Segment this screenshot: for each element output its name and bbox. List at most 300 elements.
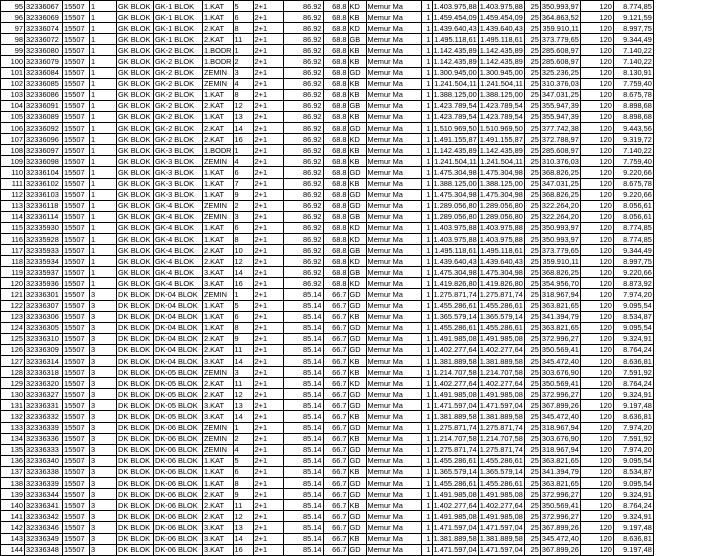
- cell-block: GK BLOK: [117, 12, 154, 23]
- cell-sub-block: DK-05 BLOK: [154, 411, 203, 422]
- cell-record-id: 32336333: [25, 444, 63, 455]
- cell-quantity: 1: [421, 89, 432, 100]
- cell-room-type: 2+1: [253, 311, 283, 322]
- cell-row-number: 130: [1, 389, 25, 400]
- cell-description: Memur Ma: [366, 289, 421, 300]
- cell-price: 1.471.597,04: [433, 400, 477, 410]
- cell-group: 3: [90, 333, 117, 344]
- cell-description: Memur Ma: [366, 89, 421, 100]
- cell-months: 120: [580, 267, 613, 278]
- cell-unit-number: 13: [233, 522, 253, 533]
- cell-group: 1: [90, 267, 117, 278]
- cell-sub-block: GK-2 BLOK: [154, 45, 203, 56]
- cell-gross-area: 85.14: [283, 289, 323, 300]
- cell-group: 3: [90, 322, 117, 333]
- table-row: [1, 344, 654, 355]
- cell-floor: 2.KAT: [203, 344, 234, 355]
- cell-block: GK BLOK: [117, 89, 154, 100]
- cell-code: 15507: [63, 245, 90, 256]
- table-row: [1, 367, 654, 378]
- cell-net-area: 66.7: [323, 466, 348, 477]
- cell-price: 1.423.789,54: [433, 112, 477, 122]
- cell-facade: KB: [348, 533, 366, 544]
- cell-gross-area: 85.14: [283, 533, 323, 544]
- cell-installment: 372.996,27: [541, 389, 579, 399]
- cell-price: 1.142.435,89: [433, 45, 477, 55]
- cell-record-id: 32336306: [25, 311, 63, 322]
- cell-group: 1: [90, 145, 117, 156]
- cell-record-id: 32335937: [25, 267, 63, 278]
- cell-installment: 350.569,41: [541, 345, 579, 355]
- cell-gross-area: 85.14: [283, 455, 323, 466]
- cell-percent: 25: [524, 12, 540, 23]
- cell-gross-area: 86.92: [283, 267, 323, 278]
- cell-total-price: 1.142.435,89: [479, 45, 523, 55]
- cell-percent: 25: [524, 389, 540, 400]
- cell-code: 15507: [63, 23, 90, 34]
- cell-code: 15507: [63, 455, 90, 466]
- cell-monthly-payment: 9.197,48: [613, 400, 653, 411]
- cell-months: 120: [580, 56, 613, 67]
- cell-facade: KB: [348, 178, 366, 189]
- table-row: [1, 522, 654, 533]
- cell-monthly-payment: 9.095,54: [613, 478, 653, 489]
- cell-monthly-payment: 7.591,92: [613, 433, 653, 444]
- cell-facade: GB: [348, 245, 366, 256]
- cell-total-price: 1.381.889,58: [479, 412, 523, 422]
- cell-quantity: 1: [421, 100, 432, 111]
- cell-sub-block: DK-06 BLOK: [154, 500, 203, 511]
- cell-block: DK BLOK: [117, 478, 154, 489]
- cell-description: Memur Ma: [366, 256, 421, 267]
- cell-quantity: 1: [421, 233, 432, 244]
- cell-unit-number: 9: [233, 489, 253, 500]
- cell-sub-block: GK-1 BLOK: [154, 12, 203, 23]
- cell-record-id: 32336309: [25, 344, 63, 355]
- cell-total-price: 1.402.277,64: [479, 345, 523, 355]
- cell-percent: 25: [524, 433, 540, 444]
- cell-description: Memur Ma: [366, 222, 421, 233]
- cell-percent: 25: [524, 123, 540, 134]
- cell-unit-number: 16: [233, 278, 253, 289]
- cell-installment: 359.910,11: [540, 23, 580, 34]
- cell-floor: ZEMIN: [203, 289, 234, 300]
- cell-monthly-payment: 8.636,81: [613, 356, 653, 367]
- table-body: [1, 1, 654, 556]
- cell-quantity: 1: [421, 522, 432, 533]
- cell-percent: 25: [524, 344, 540, 355]
- cell-floor: 2.KAT: [203, 378, 234, 389]
- cell-months: 120: [580, 433, 613, 444]
- cell-monthly-payment: 8.774,85: [613, 233, 653, 244]
- cell-net-area: 66.7: [323, 300, 348, 311]
- cell-net-area: 68.8: [323, 78, 348, 89]
- cell-total-price: 1.388.125,00: [479, 179, 523, 189]
- cell-monthly-payment: 8.898,68: [613, 111, 653, 122]
- cell-group: 1: [90, 56, 117, 67]
- table-row: [1, 322, 654, 333]
- cell-installment: 310.376,03: [541, 156, 579, 166]
- cell-room-type: 2+1: [253, 12, 283, 23]
- cell-installment: 367.899,26: [541, 400, 579, 410]
- cell-floor: 1.KAT: [203, 466, 234, 477]
- cell-record-id: 32336340: [25, 455, 63, 466]
- cell-gross-area: 85.14: [283, 444, 323, 455]
- cell-monthly-payment: 8.056,61: [613, 211, 653, 222]
- cell-installment: 347.031,25: [541, 90, 579, 100]
- cell-sub-block: GK-1 BLOK: [154, 1, 203, 12]
- cell-row-number: 122: [1, 300, 25, 311]
- cell-quantity: 1: [421, 500, 432, 511]
- cell-facade: GD: [348, 422, 366, 433]
- cell-room-type: 2+1: [253, 123, 283, 134]
- cell-price: 1.455.286,61: [433, 456, 477, 466]
- cell-quantity: 1: [421, 189, 432, 200]
- table-row: [1, 134, 654, 145]
- cell-unit-number: 3: [233, 211, 253, 222]
- cell-group: 1: [90, 189, 117, 200]
- cell-sub-block: GK-2 BLOK: [154, 100, 203, 111]
- cell-unit-number: 1: [233, 45, 253, 56]
- cell-group: 3: [90, 466, 117, 477]
- cell-room-type: 2+1: [253, 45, 283, 56]
- cell-months: 120: [580, 78, 613, 89]
- cell-quantity: 1: [421, 422, 432, 433]
- cell-monthly-payment: 9.095,54: [613, 455, 653, 466]
- cell-block: DK BLOK: [117, 367, 154, 378]
- cell-description: Memur Ma: [366, 333, 421, 344]
- cell-sub-block: GK-4 BLOK: [154, 267, 203, 278]
- cell-room-type: 2+1: [253, 455, 283, 466]
- cell-net-area: 68.8: [323, 200, 348, 211]
- cell-gross-area: 86.92: [283, 245, 323, 256]
- cell-description: Memur Ma: [366, 489, 421, 500]
- cell-percent: 25: [524, 533, 540, 544]
- cell-sub-block: GK-2 BLOK: [154, 78, 203, 89]
- cell-room-type: 2+1: [253, 245, 283, 256]
- cell-months: 120: [580, 45, 613, 56]
- cell-percent: 25: [524, 444, 540, 455]
- cell-group: 3: [90, 455, 117, 466]
- cell-installment: 373.779,65: [541, 34, 579, 44]
- cell-monthly-payment: 7.140,22: [613, 45, 653, 56]
- cell-floor: 3.KAT: [203, 267, 234, 278]
- cell-floor: 1.KAT: [203, 12, 234, 23]
- cell-net-area: 66.7: [323, 422, 348, 433]
- cell-floor: 1.KAT: [203, 167, 234, 178]
- cell-description: Memur Ma: [366, 400, 421, 411]
- cell-quantity: 1: [421, 111, 432, 122]
- cell-sub-block: GK-2 BLOK: [154, 89, 203, 100]
- cell-floor: 1.KAT: [203, 311, 234, 322]
- cell-block: GK BLOK: [117, 100, 154, 111]
- cell-block: DK BLOK: [117, 356, 154, 367]
- cell-percent: 25: [524, 56, 540, 67]
- cell-quantity: 1: [421, 1, 432, 12]
- cell-net-area: 68.8: [323, 189, 348, 200]
- cell-sub-block: DK-06 BLOK: [154, 533, 203, 544]
- cell-installment: 350.569,41: [541, 500, 579, 510]
- cell-floor: 3.KAT: [203, 411, 234, 422]
- cell-total-price: 1.455.286,61: [479, 301, 523, 311]
- cell-facade: KB: [348, 411, 366, 422]
- cell-row-number: 99: [1, 45, 25, 56]
- cell-net-area: 68.8: [323, 256, 348, 267]
- cell-price: 1.241.504,11: [432, 78, 478, 89]
- cell-block: DK BLOK: [117, 433, 154, 444]
- cell-net-area: 68.8: [323, 12, 348, 23]
- cell-floor: 2.KAT: [203, 245, 234, 256]
- cell-monthly-payment: 8.898,68: [613, 100, 653, 111]
- cell-net-area: 66.7: [323, 455, 348, 466]
- cell-floor: 3.KAT: [203, 544, 234, 555]
- cell-code: 15507: [63, 278, 90, 289]
- cell-group: 3: [90, 367, 117, 378]
- cell-total-price: 1.275.871,74: [479, 423, 523, 433]
- cell-room-type: 2+1: [253, 1, 283, 12]
- cell-floor: 2.KAT: [203, 123, 234, 134]
- cell-floor: 3.KAT: [203, 356, 234, 367]
- cell-description: Memur Ma: [366, 200, 421, 211]
- cell-months: 120: [580, 89, 613, 100]
- cell-quantity: 1: [421, 56, 432, 67]
- cell-unit-number: 11: [233, 500, 253, 511]
- cell-description: Memur Ma: [366, 455, 421, 466]
- cell-code: 15507: [63, 56, 90, 67]
- cell-group: 1: [90, 156, 117, 167]
- cell-gross-area: 85.14: [283, 500, 323, 511]
- cell-total-price: 1.289.056,80: [479, 201, 523, 211]
- cell-floor: 1.KAT: [203, 89, 234, 100]
- cell-installment: 303.676,90: [541, 434, 579, 444]
- cell-months: 120: [580, 533, 613, 544]
- cell-sub-block: GK-1 BLOK: [154, 34, 203, 45]
- table-row: [1, 378, 654, 389]
- cell-block: GK BLOK: [117, 134, 154, 145]
- cell-percent: 25: [524, 89, 540, 100]
- cell-unit-number: 16: [233, 544, 253, 555]
- cell-months: 120: [580, 378, 613, 389]
- cell-monthly-payment: 8.675,78: [613, 89, 653, 100]
- cell-sub-block: DK-06 BLOK: [154, 466, 203, 477]
- cell-installment: 350.993,97: [541, 1, 579, 11]
- cell-total-price: 1.510.969,50: [479, 123, 523, 133]
- table-row: [1, 123, 654, 134]
- cell-total-price: 1.491.155,87: [479, 134, 523, 144]
- table-row: [1, 478, 654, 489]
- cell-installment: 285.608,97: [541, 57, 579, 67]
- cell-record-id: 32336301: [25, 289, 63, 300]
- cell-room-type: 2+1: [253, 433, 283, 444]
- cell-code: 15507: [63, 433, 90, 444]
- cell-monthly-payment: 8.873,92: [613, 278, 653, 289]
- cell-net-area: 68.8: [323, 111, 348, 122]
- cell-record-id: 32336339: [25, 478, 63, 489]
- cell-group: 3: [90, 378, 117, 389]
- cell-block: GK BLOK: [117, 67, 154, 78]
- cell-percent: 25: [524, 400, 540, 411]
- cell-record-id: 32336069: [25, 12, 63, 23]
- cell-unit-number: 3: [233, 367, 253, 378]
- cell-block: DK BLOK: [117, 466, 154, 477]
- cell-sub-block: DK-06 BLOK: [154, 455, 203, 466]
- cell-quantity: 1: [421, 356, 432, 367]
- cell-unit-number: 5: [233, 455, 253, 466]
- cell-total-price: 1.388.125,00: [479, 90, 523, 100]
- cell-months: 120: [580, 389, 613, 400]
- cell-group: 1: [90, 134, 117, 145]
- cell-months: 120: [580, 466, 613, 477]
- cell-code: 15507: [63, 322, 90, 333]
- cell-description: Memur Ma: [366, 433, 421, 444]
- cell-net-area: 66.7: [323, 389, 348, 400]
- cell-unit-number: 9: [233, 333, 253, 344]
- cell-facade: GD: [348, 289, 366, 300]
- cell-sub-block: GK-2 BLOK: [154, 123, 203, 134]
- cell-facade: GD: [348, 300, 366, 311]
- cell-monthly-payment: 8.130,91: [613, 67, 653, 78]
- cell-quantity: 1: [421, 67, 432, 78]
- cell-floor: 3.KAT: [203, 278, 234, 289]
- cell-unit-number: 6: [233, 222, 253, 233]
- cell-record-id: 32336336: [25, 433, 63, 444]
- cell-code: 15507: [63, 111, 90, 122]
- cell-description: Memur Ma: [366, 45, 421, 56]
- cell-code: 15507: [63, 222, 90, 233]
- cell-row-number: 132: [1, 411, 25, 422]
- cell-row-number: 111: [1, 178, 25, 189]
- cell-room-type: 2+1: [253, 422, 283, 433]
- cell-record-id: 32336086: [25, 89, 63, 100]
- cell-price: 1.403.975,88: [433, 223, 477, 233]
- cell-floor: ZEMIN: [203, 433, 234, 444]
- cell-facade: KB: [348, 45, 366, 56]
- cell-room-type: 2+1: [253, 222, 283, 233]
- cell-room-type: 2+1: [253, 378, 283, 389]
- cell-floor: ZEMIN: [203, 200, 234, 211]
- cell-description: Memur Ma: [366, 344, 421, 355]
- cell-gross-area: 86.92: [283, 1, 323, 12]
- cell-floor: ZEMIN: [203, 367, 234, 378]
- cell-gross-area: 85.14: [283, 466, 323, 477]
- cell-price: 1.455.286,61: [433, 323, 477, 333]
- cell-block: GK BLOK: [117, 156, 154, 167]
- cell-percent: 25: [524, 278, 540, 289]
- cell-total-price: 1.459.454,09: [479, 12, 523, 22]
- table-row: [1, 211, 654, 222]
- cell-installment: 363.821,65: [541, 323, 579, 333]
- cell-row-number: 97: [1, 23, 25, 34]
- cell-net-area: 66.7: [323, 511, 348, 522]
- cell-net-area: 66.7: [323, 544, 348, 555]
- cell-floor: 3.KAT: [203, 533, 234, 544]
- cell-quantity: 1: [421, 156, 432, 167]
- cell-installment: 372.788,97: [541, 134, 579, 144]
- cell-quantity: 1: [421, 411, 432, 422]
- cell-block: DK BLOK: [117, 511, 154, 522]
- cell-row-number: 105: [1, 111, 25, 122]
- cell-price: 1.439.640,43: [433, 23, 477, 33]
- cell-net-area: 68.8: [323, 23, 348, 34]
- cell-room-type: 2+1: [253, 300, 283, 311]
- cell-net-area: 68.8: [323, 267, 348, 278]
- cell-months: 120: [580, 256, 613, 267]
- cell-block: GK BLOK: [117, 245, 154, 256]
- cell-block: GK BLOK: [117, 200, 154, 211]
- cell-total-price: 1.423.789,54: [479, 112, 523, 122]
- cell-record-id: 32336092: [25, 123, 63, 134]
- cell-block: DK BLOK: [117, 533, 154, 544]
- cell-unit-number: 2: [233, 200, 253, 211]
- cell-net-area: 68.8: [323, 156, 348, 167]
- cell-code: 15507: [63, 134, 90, 145]
- table-row: [1, 222, 654, 233]
- cell-block: GK BLOK: [117, 45, 154, 56]
- cell-row-number: 128: [1, 367, 25, 378]
- cell-code: 15507: [63, 378, 90, 389]
- cell-monthly-payment: 8.636,81: [613, 411, 653, 422]
- table-row: [1, 411, 654, 422]
- cell-total-price: 1.365.579,14: [479, 312, 523, 322]
- cell-monthly-payment: 8.534,87: [613, 466, 653, 477]
- cell-gross-area: 86.92: [283, 12, 323, 23]
- cell-facade: GD: [348, 167, 366, 178]
- cell-description: Memur Ma: [366, 134, 421, 145]
- cell-group: 1: [90, 34, 117, 45]
- table-row: [1, 278, 654, 289]
- cell-installment: 285.608,97: [541, 145, 579, 155]
- cell-code: 15507: [63, 489, 90, 500]
- cell-code: 15507: [63, 34, 90, 45]
- cell-unit-number: 11: [233, 344, 253, 355]
- cell-unit-number: 12: [233, 100, 253, 111]
- cell-total-price: 1.475.304,98: [479, 190, 523, 200]
- table-row: [1, 145, 654, 156]
- table-row: [1, 389, 654, 400]
- cell-monthly-payment: 7.591,92: [613, 367, 653, 378]
- cell-sub-block: GK-2 BLOK: [154, 67, 203, 78]
- table-row: [1, 233, 654, 244]
- cell-price: 1.491.985,08: [433, 489, 477, 499]
- cell-installment: 322.264,20: [541, 201, 579, 211]
- cell-row-number: 134: [1, 433, 25, 444]
- cell-facade: GD: [348, 189, 366, 200]
- cell-net-area: 66.7: [323, 444, 348, 455]
- cell-unit-number: 5: [233, 300, 253, 311]
- cell-code: 15507: [63, 544, 90, 555]
- cell-description: Memur Ma: [366, 478, 421, 489]
- cell-description: Memur Ma: [366, 178, 421, 189]
- cell-price: 1.402.277,64: [433, 500, 477, 510]
- cell-months: 120: [580, 211, 613, 222]
- cell-room-type: 2+1: [253, 444, 283, 455]
- cell-quantity: 1: [421, 34, 432, 45]
- cell-months: 120: [580, 167, 613, 178]
- cell-description: Memur Ma: [366, 34, 421, 45]
- cell-record-id: 32335934: [25, 256, 63, 267]
- cell-code: 15507: [63, 89, 90, 100]
- cell-percent: 25: [524, 1, 540, 12]
- cell-facade: KB: [348, 78, 366, 89]
- cell-code: 15507: [63, 422, 90, 433]
- cell-total-price: 1.455.286,61: [479, 456, 523, 466]
- cell-percent: 25: [524, 522, 540, 533]
- cell-price: 1.402.277,64: [433, 378, 477, 388]
- cell-code: 15507: [63, 533, 90, 544]
- cell-net-area: 66.7: [323, 322, 348, 333]
- cell-quantity: 1: [421, 267, 432, 278]
- cell-installment: 350.993,97: [541, 234, 579, 244]
